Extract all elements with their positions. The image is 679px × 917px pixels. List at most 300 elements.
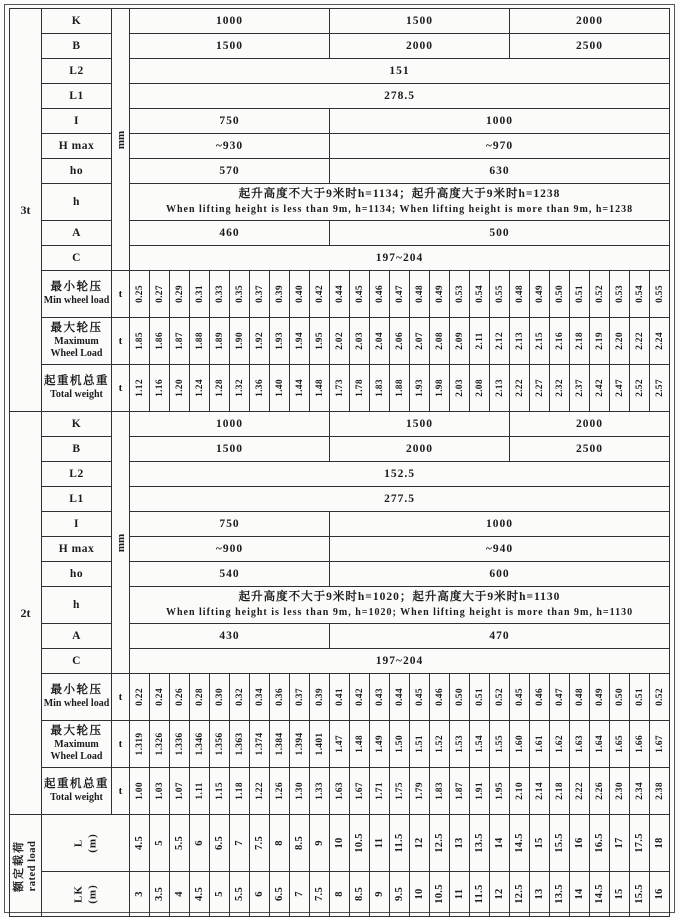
B-value	[510, 437, 670, 462]
max-wheel-load-value-text: 2.04	[374, 332, 385, 350]
min-wheel-load-label-text	[44, 280, 110, 307]
ho-value	[330, 159, 670, 184]
H-max-value-text: ~900	[215, 543, 244, 555]
min-wheel-load-value-text: 0.32	[234, 688, 245, 706]
LK-value	[610, 872, 630, 917]
rated-load-cn: 额定载荷	[12, 839, 25, 892]
min-wheel-load-value-text: 0.47	[554, 688, 565, 706]
L-value-text: 17.5	[633, 833, 645, 853]
L-value	[430, 815, 450, 872]
I-value	[130, 512, 330, 537]
min-wheel-load-value-text: 0.40	[294, 285, 305, 303]
LK-value-text: 9	[373, 891, 385, 897]
min-wheel-load-value	[190, 674, 210, 721]
stat-label-cn: 起重机总重	[44, 375, 109, 388]
LK-value	[630, 872, 650, 917]
total-weight-value	[370, 768, 390, 815]
min-wheel-load-value-text: 0.28	[194, 688, 205, 706]
L-value-text: 16	[573, 837, 585, 849]
LK-value-text: 12.5	[513, 884, 525, 904]
max-wheel-load-value-text: 1.53	[454, 735, 465, 753]
2t-row-L2	[10, 462, 670, 487]
max-wheel-load-value	[450, 318, 470, 365]
total-weight-value	[190, 365, 210, 412]
total-weight-label-text	[44, 374, 109, 401]
max-wheel-load-value	[430, 318, 450, 365]
lifting-height-note-text	[166, 590, 633, 619]
L-value	[270, 815, 290, 872]
LK-value	[430, 872, 450, 917]
total-weight-value-text: 2.32	[554, 379, 565, 397]
unit-t-text: t	[118, 785, 123, 797]
LK-value	[170, 872, 190, 917]
note-en: When lifting height is less than 9m, h=1020; When lifting height is more than 9m, h=1130	[165, 606, 634, 618]
LK-value	[570, 872, 590, 917]
max-wheel-load-value-text: 2.20	[614, 332, 625, 350]
K-value-text: 1500	[406, 15, 434, 27]
B-value-text: 2000	[406, 40, 434, 52]
LK-value-text: 14	[573, 888, 585, 900]
total-weight-value	[170, 365, 190, 412]
max-wheel-load-value-text: 1.62	[554, 735, 565, 753]
A-value-text: 430	[219, 630, 240, 642]
total-weight-value	[510, 365, 530, 412]
stat-label-cn: 最小轮压	[50, 281, 103, 294]
min-wheel-load-value-text: 0.36	[274, 688, 285, 706]
row-label-L1	[42, 487, 112, 512]
row-label-H-max	[42, 537, 112, 562]
section-label-3t-text: 3t	[20, 202, 31, 217]
lifting-height-note	[130, 587, 670, 624]
2t-row-max-wheel-load	[10, 721, 670, 768]
row-label-I	[42, 109, 112, 134]
min-wheel-load-value	[150, 271, 170, 318]
min-wheel-load-value	[470, 674, 490, 721]
total-weight-value-text: 2.26	[594, 782, 605, 800]
max-wheel-load-value-text: 2.11	[474, 332, 485, 350]
H-max-value-text: ~940	[485, 543, 514, 555]
L-value-text: 12.5	[433, 833, 445, 853]
L-value-text: 15	[533, 837, 545, 849]
max-wheel-load-value-text: 1.89	[214, 332, 225, 350]
total-weight-value	[230, 365, 250, 412]
max-wheel-load-value	[250, 318, 270, 365]
min-wheel-load-value	[610, 271, 630, 318]
2t-row-I	[10, 512, 670, 537]
total-weight-value	[250, 768, 270, 815]
min-wheel-load-value-text: 0.52	[494, 688, 505, 706]
total-weight-value-text: 1.22	[254, 782, 265, 800]
LK-value	[270, 872, 290, 917]
max-wheel-load-value	[150, 318, 170, 365]
max-wheel-load-value-text: 1.326	[154, 732, 165, 756]
row-label-L1	[42, 84, 112, 109]
max-wheel-load-value	[150, 721, 170, 768]
max-wheel-load-value-text: 1.95	[314, 332, 325, 350]
ho-value	[130, 562, 330, 587]
min-wheel-load-value	[610, 674, 630, 721]
min-wheel-load-value-text: 0.45	[414, 688, 425, 706]
min-wheel-load-value	[150, 674, 170, 721]
max-wheel-load-value	[470, 318, 490, 365]
L-value	[550, 815, 570, 872]
total-weight-value-text: 1.15	[214, 782, 225, 800]
unit-t-text: t	[118, 691, 123, 703]
max-wheel-load-value	[310, 721, 330, 768]
total-weight-value	[490, 768, 510, 815]
max-wheel-load-value	[230, 318, 250, 365]
max-wheel-load-value	[550, 318, 570, 365]
total-weight-value	[230, 768, 250, 815]
stat-label-en: Total weight	[50, 388, 103, 400]
max-wheel-load-value-text: 1.94	[294, 332, 305, 350]
total-weight-value-text: 1.83	[434, 782, 445, 800]
total-weight-value	[130, 768, 150, 815]
A-value-text: 460	[219, 227, 240, 239]
total-weight-label-text	[44, 777, 109, 804]
total-weight-value	[530, 365, 550, 412]
min-wheel-load-value	[210, 674, 230, 721]
min-wheel-load-value	[330, 271, 350, 318]
total-weight-label	[42, 768, 112, 815]
L-value	[650, 815, 670, 872]
LK-value	[330, 872, 350, 917]
K-value	[130, 412, 330, 437]
min-wheel-load-value	[390, 674, 410, 721]
row-label-L2	[42, 462, 112, 487]
min-wheel-load-value	[310, 271, 330, 318]
total-weight-value	[190, 768, 210, 815]
total-weight-value-text: 2.30	[614, 782, 625, 800]
total-weight-value	[130, 365, 150, 412]
max-wheel-load-value	[610, 318, 630, 365]
min-wheel-load-value	[530, 674, 550, 721]
max-wheel-load-value	[490, 318, 510, 365]
row-label-L2	[42, 59, 112, 84]
L-value-text: 13.5	[473, 833, 485, 853]
LK-value-text: 14.5	[593, 884, 605, 904]
row-label-B-text: B	[72, 40, 81, 52]
L-value-text: 10.5	[353, 833, 365, 853]
min-wheel-load-value	[410, 271, 430, 318]
B-value-text: 2500	[576, 40, 604, 52]
L1-value-text: 278.5	[384, 90, 415, 102]
total-weight-value-text: 1.88	[394, 379, 405, 397]
max-wheel-load-value-text: 2.07	[414, 332, 425, 350]
unit-t	[112, 365, 130, 412]
total-weight-value-text: 1.67	[354, 782, 365, 800]
A-value	[330, 624, 670, 649]
L-value	[630, 815, 650, 872]
LK-value	[150, 872, 170, 917]
min-wheel-load-value-text: 0.50	[614, 688, 625, 706]
max-wheel-load-value-text: 1.336	[174, 732, 185, 756]
min-wheel-load-value-text: 0.51	[574, 285, 585, 303]
total-weight-value-text: 1.36	[254, 379, 265, 397]
max-wheel-load-value	[570, 721, 590, 768]
total-weight-value-text: 1.32	[234, 379, 245, 397]
A-value	[130, 221, 330, 246]
L-value	[350, 815, 370, 872]
LK-value	[590, 872, 610, 917]
unit-mm-text: mm	[114, 533, 127, 552]
row-label-h-text: h	[73, 599, 80, 611]
max-wheel-load-value	[430, 721, 450, 768]
H-max-value	[330, 134, 670, 159]
max-wheel-load-value-text: 1.50	[394, 735, 405, 753]
row-label-B-text: B	[72, 443, 81, 455]
A-value-text: 470	[489, 630, 510, 642]
max-wheel-load-value	[630, 318, 650, 365]
min-wheel-load-value-text: 0.50	[454, 688, 465, 706]
min-wheel-load-value	[410, 674, 430, 721]
max-wheel-load-value	[590, 318, 610, 365]
row-label-H-max-text: H max	[58, 140, 95, 152]
I-value	[130, 109, 330, 134]
L-value-text: 11	[373, 837, 385, 849]
min-wheel-load-value-text: 0.54	[474, 285, 485, 303]
max-wheel-load-value	[370, 318, 390, 365]
max-wheel-load-value	[170, 721, 190, 768]
B-value-text: 2000	[406, 443, 434, 455]
max-wheel-load-value	[290, 721, 310, 768]
total-weight-value	[550, 365, 570, 412]
min-wheel-load-value	[170, 271, 190, 318]
LK-value-text: 11.5	[473, 884, 485, 904]
row-label-I	[42, 512, 112, 537]
total-weight-value	[310, 365, 330, 412]
L-value-text: 13	[453, 837, 465, 849]
max-wheel-load-value-text: 2.12	[494, 332, 505, 350]
stat-label-en: Maximum Wheel Load	[50, 335, 103, 360]
min-wheel-load-value	[430, 674, 450, 721]
total-weight-value	[350, 365, 370, 412]
min-wheel-load-label	[42, 271, 112, 318]
ho-value	[130, 159, 330, 184]
max-wheel-load-label-text	[42, 321, 111, 361]
A-value	[130, 624, 330, 649]
H-max-value-text: ~930	[215, 140, 244, 152]
stat-label-cn: 起重机总重	[44, 778, 109, 791]
unit-t	[112, 674, 130, 721]
min-wheel-load-value-text: 0.39	[274, 285, 285, 303]
min-wheel-load-value	[190, 271, 210, 318]
K-value	[330, 9, 510, 34]
total-weight-value	[430, 768, 450, 815]
min-wheel-load-value-text: 0.22	[134, 688, 145, 706]
total-weight-value-text: 1.71	[374, 782, 385, 800]
total-weight-value	[250, 365, 270, 412]
min-wheel-load-value-text: 0.53	[614, 285, 625, 303]
L2-value	[130, 59, 670, 84]
LK-value	[310, 872, 330, 917]
L-value-text: 5	[153, 840, 165, 846]
total-weight-value	[470, 365, 490, 412]
min-wheel-load-value	[230, 674, 250, 721]
total-weight-value-text: 2.22	[574, 782, 585, 800]
row-label-L2-text: L2	[69, 468, 84, 480]
L2-value-text: 151	[389, 65, 410, 77]
min-wheel-load-value	[510, 674, 530, 721]
total-weight-value-text: 1.63	[334, 782, 345, 800]
LK-value	[490, 872, 510, 917]
2t-row-total-weight	[10, 768, 670, 815]
min-wheel-load-value-text: 0.47	[394, 285, 405, 303]
L2-value	[130, 462, 670, 487]
min-wheel-load-value-text: 0.30	[214, 688, 225, 706]
total-weight-value-text: 2.18	[554, 782, 565, 800]
min-wheel-load-value	[630, 271, 650, 318]
total-weight-value	[470, 768, 490, 815]
L-value	[530, 815, 550, 872]
min-wheel-load-value-text: 0.49	[434, 285, 445, 303]
total-weight-value-text: 2.47	[614, 379, 625, 397]
total-weight-value	[330, 365, 350, 412]
L-value	[170, 815, 190, 872]
3t-row-L2	[10, 59, 670, 84]
min-wheel-load-value	[290, 271, 310, 318]
L-value	[310, 815, 330, 872]
min-wheel-load-value	[590, 674, 610, 721]
rated-load-label-text	[12, 840, 40, 892]
max-wheel-load-value	[450, 721, 470, 768]
total-weight-value	[150, 365, 170, 412]
row-label-A	[42, 624, 112, 649]
row-label-K-text: K	[71, 15, 82, 27]
L-value	[370, 815, 390, 872]
I-value-text: 750	[219, 115, 240, 127]
row-label-K	[42, 9, 112, 34]
max-wheel-load-value-text: 2.22	[634, 332, 645, 350]
total-weight-value	[210, 768, 230, 815]
LK-value-text: 10.5	[433, 884, 445, 904]
min-wheel-load-value-text: 0.52	[654, 688, 665, 706]
footer-row-LK	[10, 872, 670, 917]
total-weight-value	[530, 768, 550, 815]
min-wheel-load-value	[310, 674, 330, 721]
total-weight-value-text: 1.11	[194, 782, 205, 800]
min-wheel-load-value	[370, 271, 390, 318]
LK-value-text: 6.5	[273, 886, 285, 902]
min-wheel-load-value	[650, 674, 670, 721]
min-wheel-load-value-text: 0.51	[634, 688, 645, 706]
max-wheel-load-value	[130, 318, 150, 365]
total-weight-value	[430, 365, 450, 412]
min-wheel-load-value	[450, 674, 470, 721]
2t-row-B	[10, 437, 670, 462]
total-weight-value	[290, 365, 310, 412]
row-label-h	[42, 184, 112, 221]
max-wheel-load-value	[410, 721, 430, 768]
row-label-L-text	[71, 833, 100, 853]
2t-row-ho	[10, 562, 670, 587]
H-max-value	[130, 134, 330, 159]
3t-row-min-wheel-load	[10, 271, 670, 318]
L-value-text: 16.5	[593, 833, 605, 853]
total-weight-value-text: 1.48	[314, 379, 325, 397]
min-wheel-load-value-text: 0.43	[374, 688, 385, 706]
row-label-L2-text: L2	[69, 65, 84, 77]
max-wheel-load-value	[510, 318, 530, 365]
L2-value-text: 152.5	[384, 468, 415, 480]
row-label-A	[42, 221, 112, 246]
footer-row-letter: LK	[72, 885, 85, 903]
LK-value-text: 5	[213, 891, 225, 897]
min-wheel-load-value-text: 0.37	[294, 688, 305, 706]
unit-mm	[112, 412, 130, 674]
total-weight-value	[450, 365, 470, 412]
row-label-C	[42, 246, 112, 271]
stat-label-cn: 最大轮压	[50, 321, 103, 334]
max-wheel-load-value-text: 1.64	[594, 735, 605, 753]
min-wheel-load-value-text: 0.44	[334, 285, 345, 303]
total-weight-value-text: 2.42	[594, 379, 605, 397]
max-wheel-load-value	[330, 721, 350, 768]
C-value-text: 197~204	[375, 252, 424, 264]
max-wheel-load-value	[610, 721, 630, 768]
total-weight-value	[570, 768, 590, 815]
row-label-LK-text	[71, 884, 100, 904]
L-value	[570, 815, 590, 872]
3t-row-C	[10, 246, 670, 271]
ho-value	[330, 562, 670, 587]
B-value	[130, 437, 330, 462]
max-wheel-load-value	[370, 721, 390, 768]
max-wheel-load-value-text: 1.85	[134, 332, 145, 350]
LK-value-text: 9.5	[393, 886, 405, 902]
L-value	[610, 815, 630, 872]
max-wheel-load-value-text: 1.384	[274, 732, 285, 756]
LK-value-text: 6	[253, 891, 265, 897]
LK-value-text: 15	[613, 888, 625, 900]
I-value-text: 750	[219, 518, 240, 530]
min-wheel-load-value	[430, 271, 450, 318]
total-weight-value-text: 1.20	[174, 379, 185, 397]
max-wheel-load-value-text: 1.48	[354, 735, 365, 753]
K-value-text: 2000	[576, 15, 604, 27]
row-label-I-text: I	[74, 115, 79, 127]
row-label-B	[42, 34, 112, 59]
min-wheel-load-value	[570, 674, 590, 721]
total-weight-value-text: 1.95	[494, 782, 505, 800]
max-wheel-load-value	[490, 721, 510, 768]
max-wheel-load-value-text: 1.54	[474, 735, 485, 753]
max-wheel-load-value-text: 2.08	[434, 332, 445, 350]
min-wheel-load-value-text: 0.24	[154, 688, 165, 706]
min-wheel-load-value-text: 0.55	[494, 285, 505, 303]
min-wheel-load-value	[270, 674, 290, 721]
stat-label-en: Total weight	[50, 791, 103, 803]
row-label-A-text: A	[72, 630, 81, 642]
total-weight-value-text: 1.75	[394, 782, 405, 800]
max-wheel-load-value-text: 1.356	[214, 732, 225, 756]
min-wheel-load-value-text: 0.50	[554, 285, 565, 303]
LK-value-text: 3	[133, 891, 145, 897]
max-wheel-load-value-text: 1.66	[634, 735, 645, 753]
LK-value-text: 13.5	[553, 884, 565, 904]
max-wheel-load-value-text: 1.394	[294, 732, 305, 756]
max-wheel-load-value-text: 1.67	[654, 735, 665, 753]
min-wheel-load-value	[250, 674, 270, 721]
min-wheel-load-value-text: 0.48	[414, 285, 425, 303]
unit-t	[112, 318, 130, 365]
LK-value	[450, 872, 470, 917]
max-wheel-load-value	[270, 318, 290, 365]
max-wheel-load-value-text: 2.13	[514, 332, 525, 350]
unit-mm	[112, 9, 130, 271]
min-wheel-load-value-text: 0.27	[154, 285, 165, 303]
total-weight-value-text: 1.98	[434, 379, 445, 397]
